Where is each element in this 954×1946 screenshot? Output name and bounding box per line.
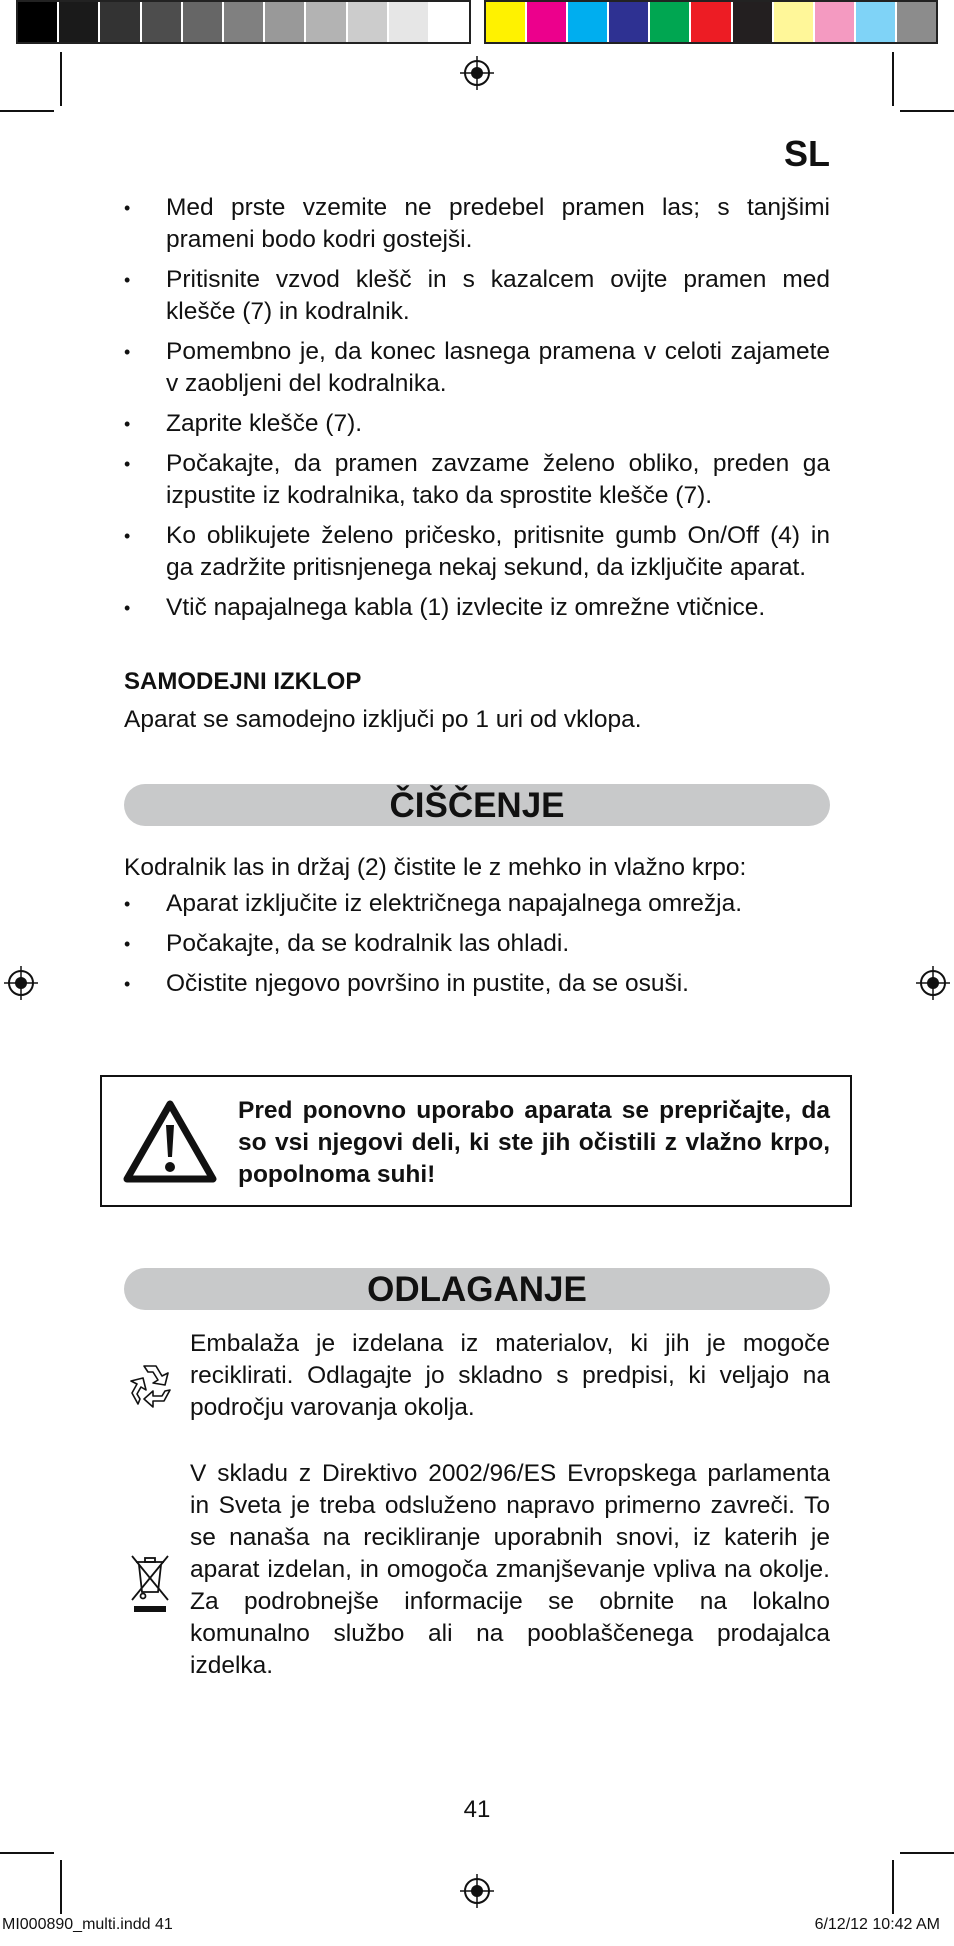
list-item: • Počakajte, da se kodralnik las ohladi. bbox=[124, 928, 830, 960]
crop-mark bbox=[900, 1852, 954, 1854]
color-swatch bbox=[568, 2, 609, 42]
crop-mark bbox=[60, 52, 62, 106]
color-swatch bbox=[774, 2, 815, 42]
color-swatch bbox=[306, 2, 347, 42]
color-swatch bbox=[486, 2, 527, 42]
crop-mark bbox=[0, 110, 54, 112]
color-swatch bbox=[733, 2, 774, 42]
weee-row bbox=[124, 1458, 830, 1682]
crop-mark bbox=[892, 1860, 894, 1914]
list-item: • Počakajte, da pramen zavzame želeno obliko, preden ga izpustite iz kodralnika, tako da sprostite klešče (7). bbox=[124, 448, 830, 512]
list-item: • Zaprite klešče (7). bbox=[124, 408, 830, 440]
color-swatch bbox=[18, 2, 59, 42]
registration-mark-icon bbox=[4, 966, 38, 1000]
cleaning-intro: Kodralnik las in držaj (2) čistite le z mehko in vlažno krpo: bbox=[124, 854, 747, 881]
cleaning-section-title: ČIŠČENJE bbox=[124, 784, 830, 826]
crop-mark bbox=[900, 110, 954, 112]
main-content bbox=[124, 192, 830, 1008]
auto-off-text: Aparat se samodejno izključi po 1 uri od vklopa. bbox=[124, 706, 642, 733]
color-swatch bbox=[815, 2, 856, 42]
color-swatch bbox=[100, 2, 141, 42]
crop-mark bbox=[60, 1860, 62, 1914]
color-swatch bbox=[691, 2, 732, 42]
disposal-section-title: ODLAGANJE bbox=[124, 1268, 830, 1310]
color-swatch bbox=[59, 2, 100, 42]
file-slug: MI000890_multi.indd 41 bbox=[2, 1916, 173, 1933]
weee-text: V skladu z Direktivo 2002/96/ES Evropskega parlamenta in Sveta je treba odsluženo napravo primerno zavreči. To se nanaša na recikliranje uporabnih snovi, iz katerih je aparat izdelan, in omogoča zmanjševanje vpliva na okolje. Za podrobnejše informacije se obrnite na lokalno komunalno službo ali na pooblaščenega prodajalca izdelka. bbox=[190, 1460, 830, 1679]
list-item: • Pritisnite vzvod klešč in s kazalcem ovijte pramen med klešče (7) in kodralnik. bbox=[124, 264, 830, 328]
color-swatch bbox=[430, 2, 469, 42]
color-swatch bbox=[183, 2, 224, 42]
color-calibration-strip bbox=[484, 0, 938, 44]
color-swatch bbox=[348, 2, 389, 42]
crossed-bin-icon bbox=[130, 1554, 170, 1614]
color-swatch bbox=[897, 2, 936, 42]
packaging-row bbox=[124, 1328, 830, 1424]
registration-mark-icon bbox=[460, 1874, 494, 1908]
warning-text: Pred ponovno uporabo aparata se prepričajte, da so vsi njegovi deli, ki ste jih očistili z vlažno krpo, popolnoma suhi! bbox=[238, 1097, 830, 1188]
instruction-list bbox=[124, 192, 830, 624]
color-swatch bbox=[527, 2, 568, 42]
disposal-section bbox=[124, 1268, 830, 1682]
list-item: • Očistite njegovo površino in pustite, da se osuši. bbox=[124, 968, 830, 1000]
warning-box bbox=[100, 1075, 852, 1207]
list-item: • Vtič napajalnega kabla (1) izvlecite iz omrežne vtičnice. bbox=[124, 592, 830, 624]
date-slug: 6/12/12 10:42 AM bbox=[814, 1916, 940, 1933]
color-swatch bbox=[650, 2, 691, 42]
color-swatch bbox=[224, 2, 265, 42]
warning-triangle-icon bbox=[122, 1099, 218, 1185]
list-item: • Ko oblikujete želeno pričesko, pritisnite gumb On/Off (4) in ga zadržite pritisnjenega nekaj sekund, da izključite aparat. bbox=[124, 520, 830, 584]
auto-off-heading: SAMODEJNI IZKLOP bbox=[124, 668, 362, 695]
language-code: SL bbox=[783, 133, 830, 174]
color-swatch bbox=[265, 2, 306, 42]
page-number: 41 bbox=[463, 1796, 491, 1823]
list-item: • Aparat izključite iz električnega napajalnega omrežja. bbox=[124, 888, 830, 920]
registration-mark-icon bbox=[460, 56, 494, 90]
color-swatch bbox=[856, 2, 897, 42]
color-swatch bbox=[389, 2, 430, 42]
grayscale-calibration-strip bbox=[16, 0, 471, 44]
registration-mark-icon bbox=[916, 966, 950, 1000]
list-item: • Pomembno je, da konec lasnega pramena v celoti zajamete v zaobljeni del kodralnika. bbox=[124, 336, 830, 400]
cleaning-list bbox=[124, 888, 830, 1000]
color-swatch bbox=[142, 2, 183, 42]
packaging-text: Embalaža je izdelana iz materialov, ki jih je mogoče reciklirati. Odlagajte jo skladno s predpisi, ki veljajo na področju varovanja okolja. bbox=[190, 1330, 830, 1421]
crop-mark bbox=[0, 1852, 54, 1854]
crop-mark bbox=[892, 52, 894, 106]
list-item: • Med prste vzemite ne predebel pramen las; s tanjšimi prameni bodo kodri gostejši. bbox=[124, 192, 830, 256]
color-swatch bbox=[609, 2, 650, 42]
recycle-icon bbox=[124, 1360, 176, 1410]
